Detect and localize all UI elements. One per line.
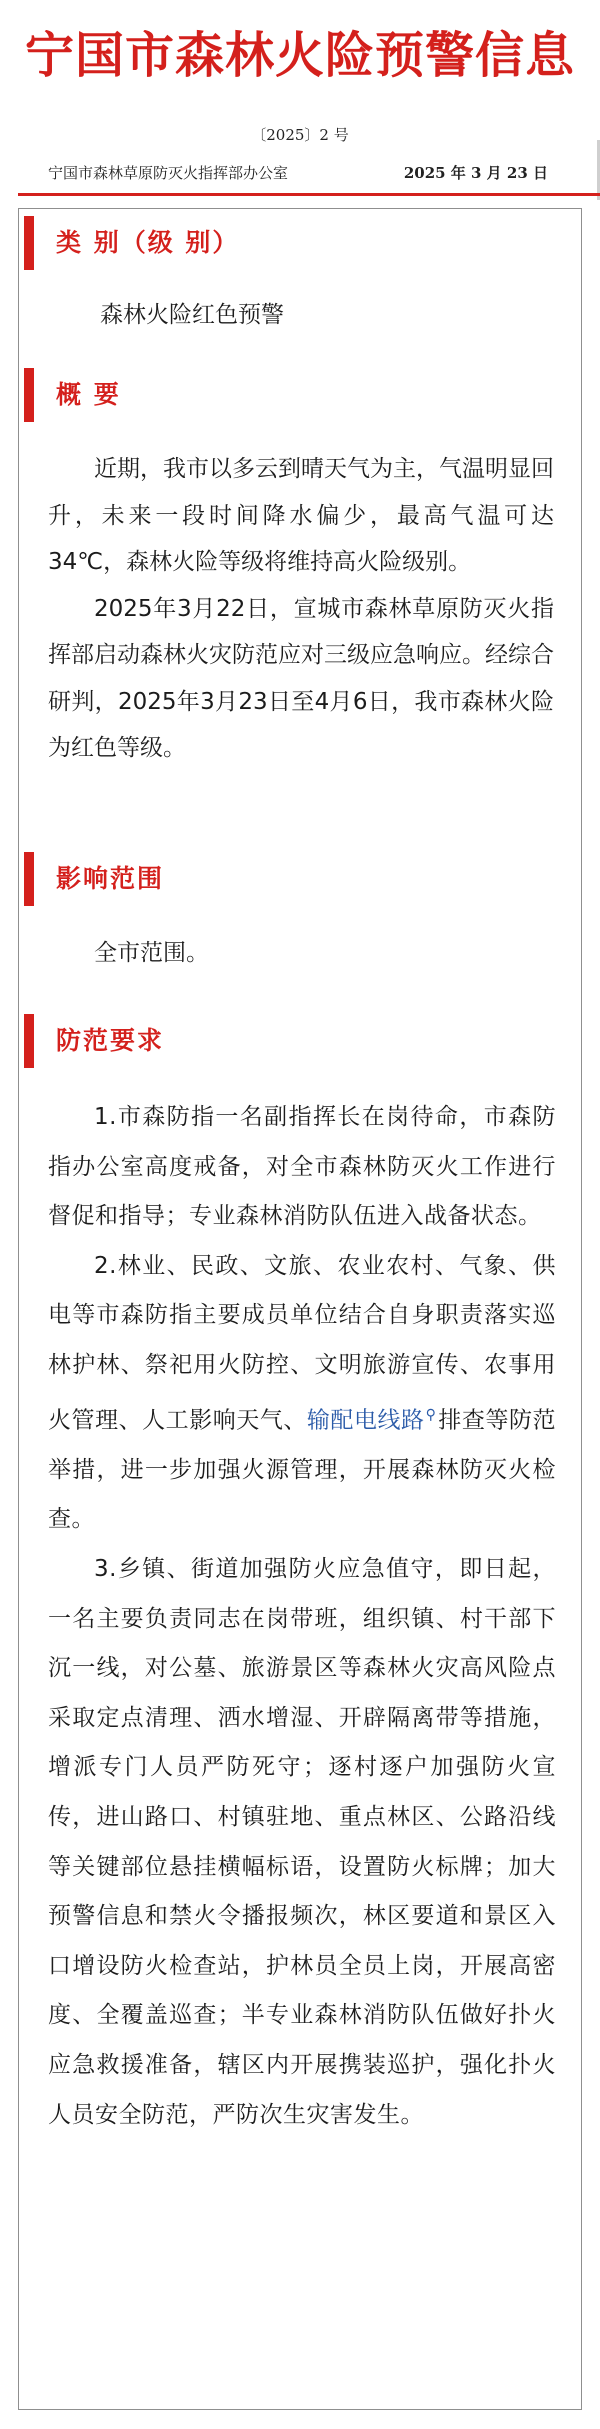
section-heading-level — [24, 216, 576, 270]
issuer: 宁国市森林草原防灭火指挥部办公室 — [48, 164, 289, 182]
page-title: 宁国市森林火险预警信息 — [24, 27, 575, 84]
requirement-item-2 — [48, 1242, 556, 1545]
requirement-item-3: 3.乡镇、街道加强防火应急值守，即日起，一名主要负责同志在岗带班，组织镇、村干部下沉一线，对公墓、旅游景区等森林火灾高风险点采取定点清理、洒水增湿、开辟隔离带等措施，增派专门人员严防死守；逐村逐户加强防火宣传，进山路口、村镇驻地、重点林区、公路沿线等关键部位悬挂横幅标语，设置防火标牌；加大预警信息和禁火令播报频次，林区要道和景区入口增设防火检查站，护林员全员上岗，开展高密度、全覆盖巡查；半专业森林消防队伍做好扑火应急救援准备，辖区内开展携装巡护，强化扑火人员安全防范，严防次生灾害发生。 — [48, 1556, 556, 2128]
requirement-item-2-text-after: 排查等防范举措，进一步加强火源管理，开展森林防灭火检查。 — [48, 1407, 557, 1533]
section-heading-requirements — [24, 1014, 576, 1068]
requirements-body — [48, 1093, 556, 2140]
issue-date: 2025 年 3 月 23 日 — [403, 164, 548, 182]
document-number: 〔2025〕2 号 — [251, 126, 349, 144]
header-divider — [18, 193, 600, 196]
section-heading-requirements-label: 防范要求 — [56, 1026, 165, 1055]
level-content: 森林火险红色预警 — [100, 302, 284, 328]
power-line-link[interactable]: 输配电线路 — [306, 1407, 425, 1434]
section-heading-overview — [24, 368, 576, 422]
scope-content: 全市范围。 — [94, 940, 209, 966]
overview-body — [48, 446, 554, 772]
section-heading-overview-label: 概 要 — [56, 380, 121, 409]
section-heading-scope — [24, 852, 576, 906]
search-icon[interactable]: ⚲ — [425, 1406, 437, 1423]
requirement-item-2-text-before: 2.林业、民政、文旅、农业农村、气象、供电等市森防指主要成员单位结合自身职责落实巡林护林、祭祀用火防控、文明旅游宣传、农事用火管理、人工影响天气、 — [48, 1252, 556, 1434]
requirement-item-1: 1.市森防指一名副指挥长在岗待命，市森防指办公室高度戒备，对全市森林防灭火工作进行督促和指导；专业森林消防队伍进入战备状态。 — [48, 1104, 556, 1230]
section-heading-scope-label: 影响范围 — [56, 864, 165, 893]
overview-paragraph-2: 2025年3月22日，宣城市森林草原防灭火指挥部启动森林火灾防范应对三级应急响应。经综合研判，2025年3月23日至4月6日，我市森林火险为红色等级。 — [48, 595, 554, 761]
scope-body — [48, 930, 554, 977]
overview-paragraph-1: 近期，我市以多云到晴天气为主，气温明显回升，未来一段时间降水偏少，最高气温可达34℃，森林火险等级将维持高火险级别。 — [48, 456, 554, 575]
section-heading-level-label: 类 别（级 别） — [56, 228, 240, 257]
